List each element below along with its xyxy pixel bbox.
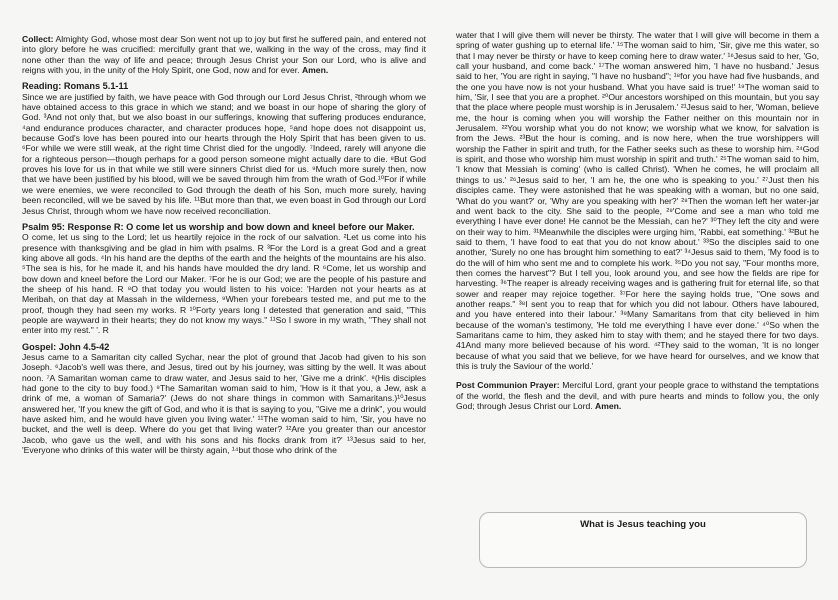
gospel-continued-section	[456, 30, 819, 371]
post-communion-title: Post Communion Prayer:	[456, 380, 560, 391]
gospel-title: Gospel: John 4.5-42	[22, 341, 110, 352]
post-communion-text: Merciful Lord, grant your people grace to withstand the temptations of the world, the flesh and the devil, and with pure hearts and minds to follow you, the only God; through Jesus Christ our Lord.	[456, 380, 819, 412]
collect-section	[22, 34, 426, 75]
psalm-title: Psalm 95: Response R: O come let us worship and bow down and kneel before our Maker.	[22, 221, 415, 232]
left-column	[22, 34, 426, 461]
psalm-section	[22, 222, 426, 336]
psalm-text: O come, let us sing to the Lord; let us heartily rejoice in the rock of our salvation. ²Let us come into his presence with thanksgiving and be glad in him with psalms. R ³For the Lord is a great God and a great king above all gods. ⁴In his hand are the depths of the earth and the heights of the mountains are his also. ⁵The sea is his, for he made it, and his hands have moulded the dry land. R ⁶Come, let us worship and bow down and kneel before the Lord our Maker. ⁷For he is our God; we are the people of his pasture and the sheep of his hand. R ⁸O that today you would listen to his voice: 'Harden not your hearts as at Meribah, on that day at Massah in the wilderness, ⁹When your forebears tested me, and put me to the proof, though they had seen my works. R ¹⁰Forty years long I detested that generation and said, "This people are wayward in their hearts; they do not know my ways." ¹¹So I swore in my wrath, "They shall not enter into my rest." '. R	[22, 232, 426, 336]
reading-text: Since we are justified by faith, we have peace with God through our Lord Jesus Christ, ²through whom we have obtained access to this grace in which we stand; and we boast in our hope of sharing the glory of God. ³And not only that, but we also boast in our sufferings, knowing that suffering produces endurance, ⁴and endurance produces character, and character produces hope, ⁵and hope does not disappoint us, because God's love has been poured into our hearts through the Holy Spirit that has been given to us. ⁶For while we were still weak, at the right time Christ died for the ungodly. ⁷Indeed, rarely will anyone die for a righteous person—though perhaps for a good person someone might actually dare to die. ⁸But God proves his love for us in that while we still were sinners Christ died for us. ⁹Much more surely then, now that we have been justified by his blood, will we be saved through him from the wrath of God.¹⁰For if while we were enemies, we were reconciled to God through the death of his Son, much more surely, having been reconciled, will we be saved by his life. ¹¹But more than that, we even boast in God through our Lord Jesus Christ, through whom we have now received reconciliation.	[22, 91, 426, 216]
reflection-box	[479, 512, 807, 568]
column-gutter	[436, 10, 437, 590]
collect-title: Collect:	[22, 34, 54, 44]
reading-section	[22, 81, 426, 215]
post-communion-section	[456, 380, 819, 411]
collect-text: Almighty God, whose most dear Son went not up to joy but first he suffered pain, and entered not into glory before he was crucified: mercifully grant that we, walking in the way of the cross, may find it none other than the way of life and peace; through Jesus Christ your Son our Lord, who is alive and reigns with you, in the unity of the Holy Spirit, one God, now and for ever.	[22, 34, 426, 76]
reflection-box-label: What is Jesus teaching you	[580, 519, 706, 530]
gospel-section	[22, 342, 426, 456]
post-communion-amen: Amen.	[595, 401, 622, 412]
gospel-text-right: water that I will give them will never be thirsty. The water that I will give will become in them a spring of water gushing up to eternal life.' ¹⁵The woman said to him, 'Sir, give me this water, so that I may never be thirsty or have to keep coming here to draw water.' ¹⁶Jesus said to her, 'Go, call your husband, and come back.' ¹⁷The woman answered him, 'I have no husband.' Jesus said to her, 'You are right in saying, "I have no husband"; ¹⁸for you have had five husbands, and the one you have now is not your husband. What you have said is true!' ¹⁹The woman said to him, 'Sir, I see that you are a prophet. ²⁰Our ancestors worshiped on this mountain, but you say that the place where people must worship is in Jerusalem.' ²¹Jesus said to her, 'Woman, believe me, the hour is coming when you will worship the Father neither on this mountain nor in Jerusalem. ²²You worship what you do not know; we worship what we know, for salvation is from the Jews. ²³But the hour is coming, and is now here, when the true worshippers will worship the Father in spirit and truth, for the Father seeks such as these to worship him. ²⁴God is spirit, and those who worship him must worship in spirit and truth.' ²⁵The woman said to him, 'I know that Messiah is coming' (who is called Christ). 'When he comes, he will proclaim all things to us.' ²⁶Jesus said to her, 'I am he, the one who is speaking to you.' ²⁷Just then his disciples came. They were astonished that he was speaking with a woman, but no one said, 'What do you want?' or, 'Why are you speaking with her?' ²⁸Then the woman left her water-jar and went back to the city. She said to the people, ²⁹'Come and see a man who told me everything I have ever done! He cannot be the Messiah, can he?' ³⁰They left the city and were on their way to him. ³¹Meanwhile the disciples were urging him, 'Rabbi, eat something.' ³²But he said to them, 'I have food to eat that you do not know about.' ³³So the disciples said to one another, 'Surely no one has brought him something to eat?' ³⁴Jesus said to them, 'My food is to do the will of him who sent me and to complete his work. ³⁵Do you not say, "Four months more, then comes the harvest"? But I tell you, look around you, and see how the fields are ripe for harvesting. ³⁶The reaper is already receiving wages and is gathering fruit for eternal life, so that sower and reaper may rejoice together. ³⁷For here the saying holds true, "One sows and another reaps." ³⁸I sent you to reap that for which you did not labour. Others have laboured, and you have entered into their labour.' ³⁹Many Samaritans from that city believed in him because of the woman's testimony, 'He told me everything I have ever done.' ⁴⁰So when the Samaritans came to him, they asked him to stay with them; and he stayed there for two days. 41And many more believed because of his word. ⁴²They said to the woman, 'It is no longer because of what you said that we believe, for we have heard for ourselves, and we know that this is truly the Saviour of the world.'	[456, 30, 819, 371]
collect-amen: Amen.	[301, 65, 329, 76]
reading-title: Reading: Romans 5.1-11	[22, 81, 129, 92]
right-column	[456, 30, 819, 417]
gospel-text-left: Jesus came to a Samaritan city called Sychar, near the plot of ground that Jacob had given to his son Joseph. ⁶Jacob's well was there, and Jesus, tired out by his journey, was sitting by the well. It was about noon. ⁷A Samaritan woman came to draw water, and Jesus said to her, 'Give me a drink'. ⁸(His disciples had gone to the city to buy food.) ⁹The Samaritan woman said to him, 'How is it that you, a Jew, ask a drink of me, a woman of Samaria?' (Jews do not share things in common with Samaritans.)¹⁰Jesus answered her, 'If you knew the gift of God, and who it is that is saying to you, "Give me a drink", you would have asked him, and he would have given you living water.' ¹¹The woman said to him, 'Sir, you have no bucket, and the well is deep. Where do you get that living water? ¹²Are you greater than our ancestor Jacob, who gave us the well, and with his sons and his flocks drank from it?' ¹³Jesus said to her, 'Everyone who drinks of this water will be thirsty again, ¹⁴but those who drink of the	[22, 351, 426, 456]
